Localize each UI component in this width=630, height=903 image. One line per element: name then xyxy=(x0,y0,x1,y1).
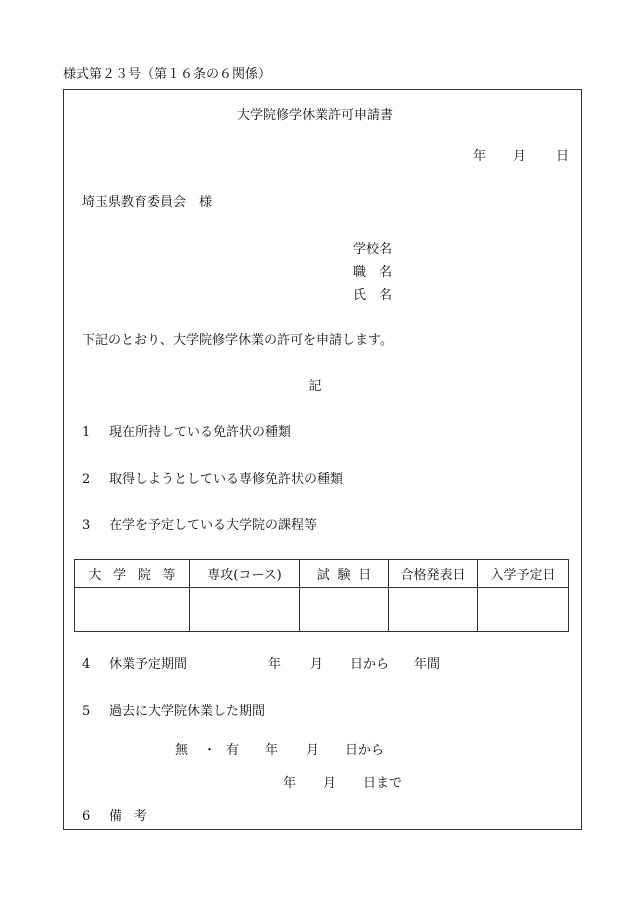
table-cell-major[interactable] xyxy=(190,588,300,632)
item-label: 取得しようとしている専修免許状の種類 xyxy=(109,472,344,487)
form-number: 様式第２３号（第１６条の６関係） xyxy=(63,67,272,82)
table-cell-exam-date[interactable] xyxy=(300,588,389,632)
form-title: 大学院修学休業許可申請書 xyxy=(236,108,393,123)
past-start-year-label: 年 xyxy=(265,743,279,758)
item-number: 4 xyxy=(82,657,91,672)
item-number: 2 xyxy=(82,472,91,487)
table-header-cell: 専攻(コース) xyxy=(190,560,300,588)
past-end-year-label: 年 xyxy=(283,776,297,791)
option-separator: ・ xyxy=(203,743,217,758)
table-header-cell: 大学院等 xyxy=(75,560,190,588)
table-row xyxy=(75,588,569,632)
past-start-from-label: 日から xyxy=(345,743,385,758)
table-cell-graduate-school[interactable] xyxy=(75,588,190,632)
past-end-until-label: 日まで xyxy=(363,776,403,791)
table-cell-enrollment-date[interactable] xyxy=(478,588,569,632)
date-year-label: 年 xyxy=(473,149,487,164)
past-leave-yes-option[interactable]: 有 xyxy=(226,743,240,758)
table-header-cell: 入学予定日 xyxy=(478,560,569,588)
applicant-name-label xyxy=(353,288,392,304)
item-4 xyxy=(82,657,187,673)
item-number: 6 xyxy=(82,809,91,824)
item-label: 備考 xyxy=(109,809,159,824)
school-name-label: 学校名 xyxy=(353,242,393,257)
table-header-cell: 合格発表日 xyxy=(389,560,478,588)
leave-years-label: 年間 xyxy=(414,657,441,672)
leave-month-label: 月 xyxy=(310,657,324,672)
past-end-month-label: 月 xyxy=(323,776,337,791)
item-label: 現在所持している免許状の種類 xyxy=(109,425,292,440)
ki-heading: 記 xyxy=(308,379,322,394)
item-3 xyxy=(82,518,317,534)
addressee: 埼玉県教育委員会 様 xyxy=(82,195,213,210)
past-leave-none-option[interactable]: 無 xyxy=(175,743,189,758)
body-text: 下記のとおり、大学院修学休業の許可を申請します。 xyxy=(82,333,393,348)
item-5 xyxy=(82,704,265,720)
item-1 xyxy=(82,425,291,441)
item-label: 在学を予定している大学院の課程等 xyxy=(109,518,318,533)
leave-from-label: 日から xyxy=(350,657,390,672)
date-month-label: 月 xyxy=(513,149,527,164)
position-label-char: 名 xyxy=(378,265,392,280)
item-number: 5 xyxy=(82,704,91,719)
position-label xyxy=(353,265,392,281)
leave-year-label: 年 xyxy=(268,657,282,672)
position-label-char: 職 xyxy=(353,265,367,280)
item-number: 3 xyxy=(82,518,91,533)
item-label: 過去に大学院休業した期間 xyxy=(109,704,266,719)
item-number: 1 xyxy=(82,425,91,440)
item-2 xyxy=(82,472,343,488)
item-6 xyxy=(82,809,158,825)
table-cell-result-date[interactable] xyxy=(389,588,478,632)
item-label: 休業予定期間 xyxy=(109,657,188,672)
table-header-cell: 試験日 xyxy=(300,560,389,588)
graduate-school-table xyxy=(74,559,569,632)
past-start-month-label: 月 xyxy=(306,743,320,758)
name-label-char: 名 xyxy=(378,288,392,303)
name-label-char: 氏 xyxy=(353,288,367,303)
date-day-label: 日 xyxy=(556,149,570,164)
table-header-row xyxy=(75,560,569,588)
